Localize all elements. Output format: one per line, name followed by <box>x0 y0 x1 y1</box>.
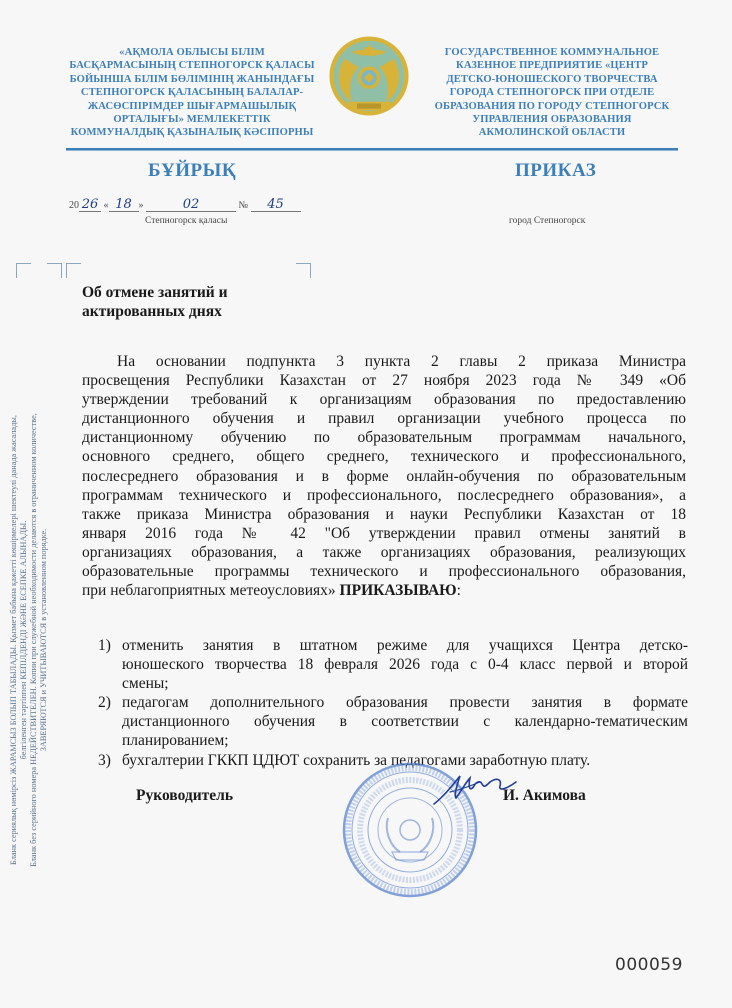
close-quote: » <box>138 200 144 211</box>
org-name-kz-line: КОММУНАЛДЫҚ ҚАЗЫНАЛЫҚ КӘСІПОРНЫ <box>70 127 314 139</box>
header-divider <box>66 148 678 151</box>
subject-line: Об отмене занятий и <box>82 284 228 301</box>
document-title-ru: ПРИКАЗ <box>515 160 597 181</box>
org-name-kz <box>66 46 318 140</box>
state-emblem-icon <box>326 33 412 119</box>
preamble-line: послесреднего образования и в форме онлайн-обучения по образовательным <box>82 467 686 485</box>
item-number: 3) <box>98 751 111 769</box>
document-title-kz: БҰЙРЫҚ <box>148 160 237 181</box>
org-name-ru-line: АКМОЛИНСКОЙ ОБЛАСТИ <box>478 127 626 139</box>
preamble-last-line <box>82 581 686 600</box>
signatory-name: И. Акимова <box>503 787 586 804</box>
order-number-handwritten: 45 <box>251 199 301 212</box>
year-handwritten: 26 <box>79 199 101 212</box>
date-number-line <box>69 199 301 212</box>
org-name-kz-line: ЖАСӨСПІРІМДЕР ШЫҒАРМАШЫЛЫҚ <box>87 100 297 112</box>
preamble-line: дистанционному обучению по образовательным программам начального, <box>82 429 686 447</box>
item-line: юношеского творчества 18 февраля 2026 года с 0-4 класс первой и второй <box>122 656 688 674</box>
preamble-line: дистанционного обучения и правил организации учебного процесса по <box>82 410 686 428</box>
day-handwritten: 18 <box>109 199 139 212</box>
preamble-line: при неблагоприятных метеоусловиях» <box>82 582 336 600</box>
org-name-kz-line: БАСҚАРМАСЫНЫҢ СТЕПНОГОРСК ҚАЛАСЫ <box>69 60 315 72</box>
preamble-line: На основании подпункта 3 пункта 2 главы 2 приказа Министра <box>117 353 686 370</box>
order-items <box>98 636 688 770</box>
side-note-line: Бланк сериялық нөмірсіз ЖАРАМСЫЗ БОЛЫП ТАБЫЛАДЫ. Қызмет бабына қажетті көшірмелері шектеулі данада жасалады, <box>9 415 18 865</box>
side-note-line: ЗАВЕРЯЮТСЯ и УЧИТЫВАЮТСЯ в установленном порядке. <box>39 528 48 752</box>
org-name-ru <box>423 46 681 140</box>
blank-validity-note <box>2 380 56 900</box>
item-line: бухгалтерии ГККП ЦДЮТ сохранить за педагогами заработную плату. <box>122 751 591 769</box>
city-kz: Степногорск қаласы <box>145 216 228 226</box>
corner-bracket <box>296 263 311 278</box>
corner-bracket <box>16 263 31 278</box>
item-number: 1) <box>98 637 111 654</box>
preamble-line: также приказа Министра образования и науки Республики Казахстан от 18 <box>82 505 686 523</box>
item-line: смены; <box>122 675 169 693</box>
preamble-line: просвещения Республики Казахстан от 27 ноября 2023 года № 349 «Об <box>82 372 686 390</box>
org-name-kz-line: БОЙЫНША БІЛІМ БӨЛІМІНІҢ ЖАНЫНДАҒЫ <box>69 73 315 85</box>
item-line: отменить занятия в штатном режиме для учащихся Центра детско- <box>122 637 688 654</box>
order-item <box>98 636 688 693</box>
item-line: планированием; <box>122 732 229 750</box>
org-name-ru-line: ГОРОДА СТЕПНОГОРСК ПРИ ОТДЕЛЕ <box>449 87 655 99</box>
city-ru: город Степногорск <box>509 216 586 226</box>
org-name-ru-line: КАЗЕННОЕ ПРЕДПРИЯТИЕ «ЦЕНТР <box>456 60 648 72</box>
order-preamble <box>82 352 686 600</box>
side-note-line: Бланк без серийного номера НЕДЕЙСТВИТЕЛЕН. Копии при служебной необходимости делаются в ограниченном количестве, <box>29 413 38 867</box>
org-name-ru-line: ОБРАЗОВАНИЯ ПО ГОРОДУ СТЕПНОГОРСК <box>434 100 670 112</box>
preamble-line: основного среднего, общего среднего, технического и профессионального, <box>82 448 686 466</box>
open-quote: « <box>103 200 109 211</box>
blank-serial-number: 000059 <box>615 955 683 975</box>
preamble-line: образовательные программы технического и профессионального образования, <box>82 563 686 581</box>
preamble-line: организациях образования, а также организациях образования, реализующих <box>82 543 686 561</box>
corner-bracket <box>66 263 81 278</box>
org-name-kz-line: «АҚМОЛА ОБЛЫСЫ БІЛІМ <box>119 47 265 58</box>
month-handwritten: 02 <box>146 199 236 212</box>
item-line: дистанционного обучения в соответствии с календарно-тематическим <box>122 713 688 731</box>
org-name-ru-line: ГОСУДАРСТВЕННОЕ КОММУНАЛЬНОЕ <box>444 47 660 58</box>
preamble-line: января 2016 года № 42 "Об утверждении правил отмены занятий в <box>82 524 686 542</box>
org-name-kz-line: ОРТАЛЫҒЫ» МЕМЛЕКЕТТІК <box>113 114 271 126</box>
preamble-line: программам технического и профессионального, послесреднего образования», а <box>82 486 686 504</box>
order-subject <box>82 283 228 321</box>
order-colon: : <box>456 582 461 600</box>
item-line: педагогам дополнительного образования провести занятия в формате <box>122 694 688 712</box>
signatory-role: Руководитель <box>136 787 234 804</box>
side-note-line: белгіленген тәртіппен КЕПІЛДЕНДІ ЖӘНЕ ЕСЕПКЕ АЛЫНАДЫ. <box>19 520 28 760</box>
order-item <box>98 693 688 750</box>
org-name-kz-line: СТЕПНОГОРСК ҚАЛАСЫНЫҢ БАЛАЛАР- <box>80 87 304 99</box>
subject-line: актированных днях <box>82 303 222 320</box>
preamble-line: утверждении требований к организациям образования по предоставлению <box>82 391 686 409</box>
corner-bracket <box>47 263 62 278</box>
org-name-ru-line: ДЕТСКО-ЮНОШЕСКОГО ТВОРЧЕСТВА <box>446 73 658 85</box>
order-keyword: ПРИКАЗЫВАЮ <box>339 582 457 600</box>
item-number: 2) <box>98 694 111 712</box>
year-prefix: 20 <box>69 200 79 211</box>
org-name-ru-line: УПРАВЛЕНИЯ ОБРАЗОВАНИЯ <box>472 114 632 126</box>
number-sign: № <box>238 200 249 211</box>
